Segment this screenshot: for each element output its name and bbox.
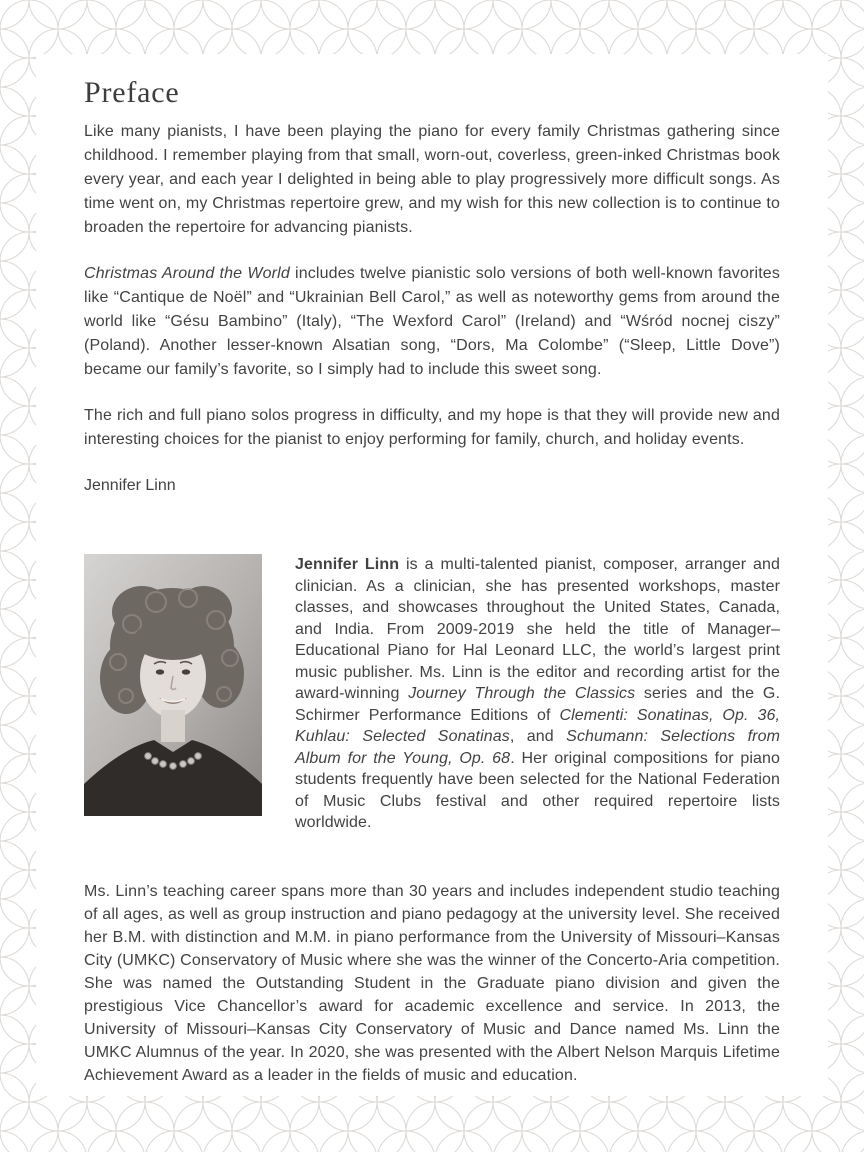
preface-paragraph-3: The rich and full piano solos progress in difficulty, and my hope is that they will provide new and interesting choices for the pianist to enjoy performing for family, church, and holiday events. bbox=[84, 407, 780, 448]
signature-line: Jennifer Linn bbox=[84, 477, 176, 494]
author-bio-section bbox=[84, 554, 780, 834]
author-bio-paragraph: Jennifer Linn is a multi-talented pianist, composer, arranger and clinician. As a clinician, she has presented workshops, master classes, and showcases throughout the United States, Canada, and India. From 2009-2019 she held the title of Manager–Educational Piano for Hal Leonard LLC, the world’s largest print music publisher. Ms. Linn is the editor and recording artist for the award-winning Journey Through the Classics series and the G. Schirmer Performance Editions of Clementi: Sonatinas, Op. 36, Kuhlau: Selected Sonatinas, and Schumann: Selections from Album for the Young, Op. 68. Her original compositions for piano students frequently have been selected for the National Federation of Music Clubs festival and other required repertoire lists worldwide. bbox=[295, 556, 780, 831]
page-title: Preface bbox=[84, 76, 180, 109]
preface-paragraph-1: Like many pianists, I have been playing the piano for every family Christmas gathering since childhood. I remember playing from that small, worn-out, coverless, green-inked Christmas book every year, and each year I delighted in being able to play progressively more difficult songs. As time went on, my Christmas repertoire grew, and my wish for this new collection is to continue to broaden the repertoire for advancing pianists. bbox=[84, 123, 780, 236]
portrait-photo bbox=[84, 554, 262, 816]
portrait-photo-image bbox=[84, 554, 262, 816]
career-paragraph: Ms. Linn’s teaching career spans more than 30 years and includes independent studio teaching of all ages, as well as group instruction and piano pedagogy at the university level. She received her B.M. with distinction and M.M. in piano performance from the University of Missouri–Kansas City (UMKC) Conservatory of Music where she was the winner of the Concerto-Aria competition. She was named the Outstanding Student in the Graduate piano division and given the prestigious Vice Chancellor’s award for academic excellence and service. In 2013, the University of Missouri–Kansas City Conservatory of Music and Dance named Ms. Linn the UMKC Alumnus of the year. In 2020, she was presented with the Albert Nelson Marquis Lifetime Achievement Award as a leader in the fields of music and education. bbox=[84, 882, 780, 1084]
page-content-area bbox=[36, 54, 828, 1096]
preface-paragraph-2: Christmas Around the World includes twelve pianistic solo versions of both well-known favorites like “Cantique de Noël” and “Ukrainian Bell Carol,” as well as noteworthy gems from around the world like “Gésu Bambino” (Italy), “The Wexford Carol” (Ireland) and “Wśród nocnej ciszy” (Poland). Another lesser-known Alsatian song, “Dors, Ma Colombe” (“Sleep, Little Dove”) became our family’s favorite, so I simply had to include this sweet song. bbox=[84, 265, 780, 378]
